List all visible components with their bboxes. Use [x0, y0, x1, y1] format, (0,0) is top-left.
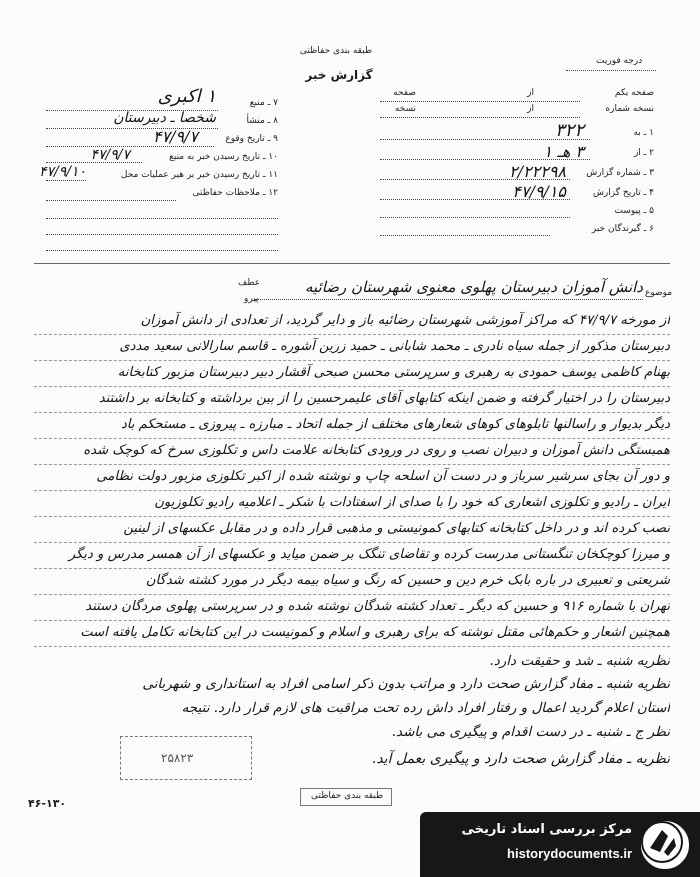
field-origin-label: ۸ ـ منشأ: [246, 116, 278, 126]
body-line: و میرزا کوچکخان تنگستانی مدرست کرده و تقاضای تنگک بر ضمن میاید و عکسهای از آن همسر مدرس و دیگر: [34, 542, 670, 569]
field-copy-label: نسخه شماره: [605, 104, 654, 114]
field-news-ops-date: [38, 164, 278, 184]
field-copy-end: نسخه: [394, 104, 416, 114]
field-page-of: از: [527, 88, 534, 98]
body-line: بهنام کاظمی یوسف حمودی به رهبری و سرپرستی محسن صبحی آقشار دبیر دبیرستان مزبور کتابخانه: [34, 360, 670, 387]
stamp: [120, 736, 252, 780]
note-line: نظریه شنبه ـ مفاد گزارش صحت دارد و مراتب بدون ذکر اسامی افراد به استانداری و شهربانی: [142, 676, 670, 692]
rule-l4: [46, 162, 142, 163]
rule-r1: [380, 101, 580, 102]
rule-l5: [46, 180, 86, 181]
field-occurrence-date-label: ۹ ـ تاریخ وقوع: [225, 134, 278, 144]
field-to-label: ۱ ـ به: [633, 128, 654, 138]
body-line: دیگر بدیوار و راسالنها تابلوهای کوهای شعارهای مختلف از جمله اتحاد ـ مبارزه ـ پیروزی ـ مستحکم باد: [34, 412, 670, 439]
field-copy: [380, 104, 654, 118]
note-line: استان اعلام گردید اعمال و رفتار افراد داش رده تحت مراقبت های لازم قرار دارد. نتیجه: [181, 700, 670, 716]
field-from-value: ۳ هـ ۱: [543, 142, 584, 161]
body-line: تهران با شماره ۹۱۶ و حسین که دیگر ـ تعداد کشته شدگان نوشته شده و در سرپرستی پهلوی مردگان دستند: [34, 594, 670, 621]
priority-label: درجه فوریت: [596, 56, 643, 66]
field-from-label: ۲ ـ از: [633, 148, 654, 158]
rule-l3: [46, 146, 214, 147]
field-page-label: صفحه یکم: [614, 88, 654, 98]
field-report-date-label: ۴ ـ تاریخ گزارش: [592, 188, 654, 198]
body-line: و دور آن بجای سرشیر سرباز و در دست آن اسلحه چاپ و نوشته شده از اکبر تکلوزی مزبور دولت نظامی: [34, 464, 670, 491]
rule-l1: [46, 110, 218, 111]
rule-r4: [380, 159, 590, 160]
body-line: دبیرستان را در اختیار گرفته و ضمن اینکه کتابهای آقای علیمرحسین را از بین برداشته و کتابخانه بر داشتند: [34, 386, 670, 413]
field-copy-of: از: [527, 104, 534, 114]
field-news-source-date-value: ۴۷/۹/۷: [90, 147, 130, 163]
body-line: دبیرستان مذکور از جمله سیاه نادری ـ محمد شابانی ـ حمید زرین آشوره ـ قاسم سارالانی سعید مددی: [34, 334, 670, 361]
body-line: نصب کرده اند و در داخل کتابخانه کتابهای کمونیستی و مذهبی قرار داده و در مقابل عکسهای از لینین: [34, 516, 670, 543]
header-separator: [34, 263, 670, 264]
field-page-end: صفحه: [393, 88, 416, 98]
rule-r2: [380, 117, 580, 118]
field-source-label: ۷ ـ منبع: [249, 98, 278, 108]
rule-l8: [46, 234, 278, 235]
field-report-date-value: ۴۷/۹/۱۵: [512, 182, 566, 201]
subject-text: دانش آموزان دبیرستان پهلوی معنوی شهرستان رضائیه: [304, 278, 643, 296]
stamp-number: ۲۵۸۲۳: [161, 751, 194, 765]
body-line: همبستگی دانش آموزان و دبیران نصب و روی در ورودی کتابخانه علامت داس و تکلوزی سرخ که کوچک شده: [34, 438, 670, 465]
field-page: [380, 88, 654, 102]
rule-l9: [46, 250, 278, 251]
rule-l7: [46, 218, 278, 219]
archive-logo-icon: [638, 818, 692, 872]
classification-bottom: طبقه بندی حفاظتی: [311, 791, 384, 801]
body-line: شریعتی و تعبیری در باره بابک خرم دین و حسین که رنگ و سیاه بیمه دیگر در مورد کشته شدگان: [34, 568, 670, 595]
subject-underline: [255, 299, 643, 300]
field-recipients-label: ۶ ـ گیرندگان خبر: [591, 224, 654, 234]
atf-label: عطف: [238, 278, 261, 288]
note-line: نظر ج ـ شنبه ـ در دست اقدام و پیگیری می باشد.: [391, 724, 670, 740]
rule-r7: [380, 217, 570, 218]
body-line: از مورخه ۴۷/۹/۷ که مراکز آموزشی شهرستان رضائیه باز و دایر گردید، از تعدادی از دانش آموزان: [34, 308, 670, 335]
field-news-source-date-label: ۱۰ ـ تاریخ رسیدن خبر به منبع: [169, 152, 278, 162]
field-source: [46, 86, 278, 112]
rule-r6: [380, 199, 570, 200]
field-news-ops-date-value: ۴۷/۹/۱۰: [38, 164, 86, 180]
rule-l6: [46, 200, 176, 201]
rule-l2: [46, 128, 218, 129]
peyro-label: پیرو: [244, 294, 259, 304]
field-report-number-value: ۲/۲۲۲۹۸: [509, 162, 566, 181]
watermark-title: مرکز بررسی اسناد تاریخی: [461, 822, 632, 837]
note-line: نظریه شنبه ـ شد و حقیقت دارد.: [489, 653, 670, 669]
footer-brand: [420, 812, 700, 877]
field-occurrence-date-value: ۴۷/۹/۷: [152, 127, 198, 146]
field-to-value: ۳۲۲: [554, 120, 584, 141]
form-title: گزارش خبر: [305, 68, 373, 82]
subject-label: موضوع: [645, 288, 673, 298]
watermark-url: historydocuments.ir: [507, 846, 632, 861]
note-line: نظریه ـ مفاد گزارش صحت دارد و پیگیری بعمل آید.: [371, 751, 670, 767]
field-security-notes-label: ۱۲ ـ ملاحظات حفاظتی: [192, 188, 278, 198]
field-report-number-label: ۳ ـ شماره گزارش: [586, 168, 654, 178]
rule-r8: [380, 235, 550, 236]
classification-bottom-box: [300, 788, 392, 806]
rule-r3: [380, 139, 590, 140]
classification-top: طبقه بندی حفاظتی: [299, 46, 373, 56]
field-news-ops-date-label: ۱۱ ـ تاریخ رسیدن خبر بر هیر عملیات محل: [120, 170, 278, 180]
field-source-value: ۱ اکبری: [157, 86, 216, 107]
body-line: ایران ـ رادیو و تکلوزی اشعاری که خود را با صدای از اسفتادات با شکر ـ اعلامیه رادیو تکلوزیون: [34, 490, 670, 517]
priority-line: [566, 70, 656, 71]
field-attachment-label: ۵ ـ پیوست: [614, 206, 654, 216]
body-line: همچنین اشعار و حکم‌هائی مقتل نوشته که برای رهبری و اسلام و کمونیست در این کتابخانه تکامل یافته است: [34, 620, 670, 647]
document-number: ۴۶-۱۳۰: [28, 797, 67, 810]
field-origin-value: شخصا ـ دبیرستان: [113, 110, 216, 126]
rule-r5: [380, 179, 570, 180]
